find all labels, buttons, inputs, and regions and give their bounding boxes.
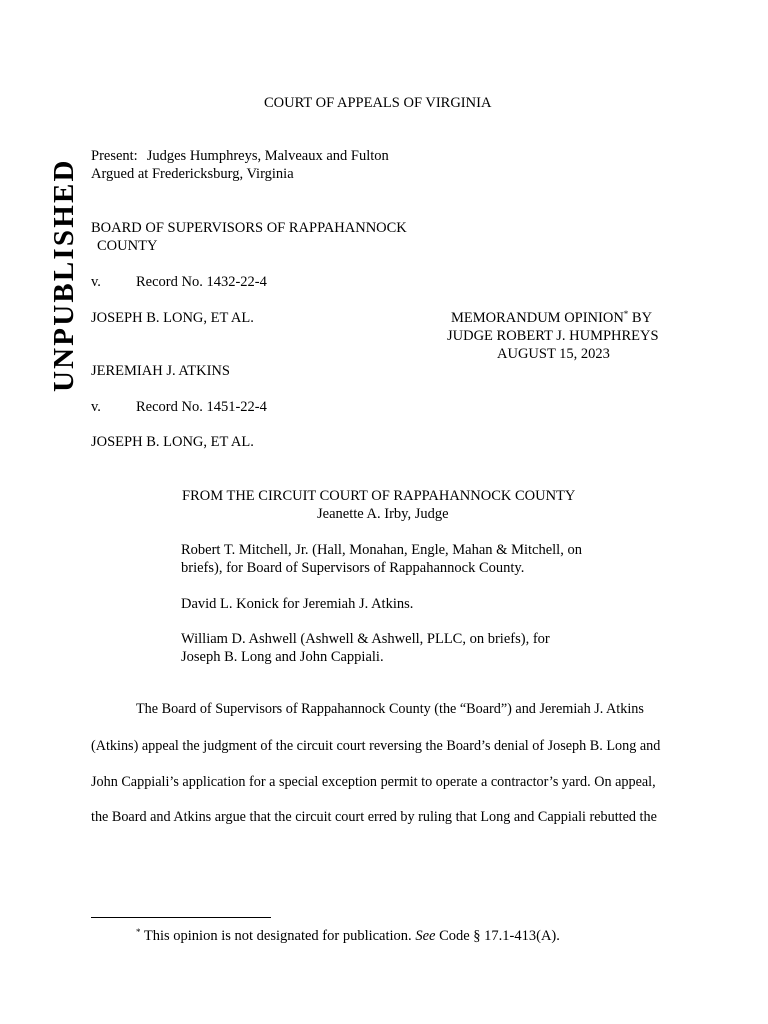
present-judges: Judges Humphreys, Malveaux and Fulton <box>146 148 389 164</box>
present-label: Present: <box>91 148 138 164</box>
counsel-atkins: David L. Konick for Jeremiah J. Atkins. <box>181 596 414 612</box>
case1-appellant: BOARD OF SUPERVISORS OF RAPPAHANNOCK <box>91 220 407 236</box>
case1-appellee: JOSEPH B. LONG, ET AL. <box>91 310 254 326</box>
opinion-type: MEMORANDUM OPINION* BY <box>451 309 653 326</box>
case1-record-line <box>91 273 267 291</box>
counsel-board: Robert T. Mitchell, Jr. (Hall, Monahan, Engle, Mahan & Mitchell, on briefs), for Board of Supervisors of Rappahannock County. <box>181 542 582 576</box>
opinion-footnote-mark[interactable]: * <box>623 309 629 319</box>
lower-court: FROM THE CIRCUIT COURT OF RAPPAHANNOCK COUNTY <box>182 488 576 504</box>
argued-at: Argued at Fredericksburg, Virginia <box>91 166 294 182</box>
case2-appellant: JEREMIAH J. ATKINS <box>91 363 230 379</box>
case2-versus: v. <box>91 399 101 415</box>
case1-appellant-cont: COUNTY <box>97 238 158 254</box>
case1-record-number: Record No. 1432-22-4 <box>136 274 267 290</box>
footnote-citation: Code § 17.1-413(A). <box>435 928 560 944</box>
panel-line <box>91 147 389 165</box>
opinion-date: AUGUST 15, 2023 <box>497 346 610 362</box>
court-title: COURT OF APPEALS OF VIRGINIA <box>264 95 492 111</box>
case2-appellee: JOSEPH B. LONG, ET AL. <box>91 434 254 450</box>
counsel-appellees: William D. Ashwell (Ashwell & Ashwell, PLLC, on briefs), for Joseph B. Long and John Cappiali. <box>181 631 550 665</box>
body-line: (Atkins) appeal the judgment of the circuit court reversing the Board’s denial of Joseph B. Long and <box>91 738 661 754</box>
case1-versus: v. <box>91 274 101 290</box>
lower-court-judge: Jeanette A. Irby, Judge <box>317 506 449 522</box>
case2-record-line <box>91 398 267 416</box>
footnote-divider <box>91 917 271 918</box>
body-line: John Cappiali’s application for a special exception permit to operate a contractor’s yard. On appeal, <box>91 774 656 790</box>
footnote-mark: * <box>136 927 141 937</box>
body-line: The Board of Supervisors of Rappahannock County (the “Board”) and Jeremiah J. Atkins <box>136 701 644 717</box>
footnote: * This opinion is not designated for publication. See Code § 17.1-413(A). <box>136 927 560 944</box>
case2-record-number: Record No. 1451-22-4 <box>136 399 267 415</box>
unpublished-stamp: UNPUBLISHED <box>48 158 80 392</box>
footnote-signal: See <box>415 928 436 944</box>
opinion-author: JUDGE ROBERT J. HUMPHREYS <box>447 328 659 344</box>
body-line: the Board and Atkins argue that the circuit court erred by ruling that Long and Cappiali rebutted the <box>91 809 657 825</box>
